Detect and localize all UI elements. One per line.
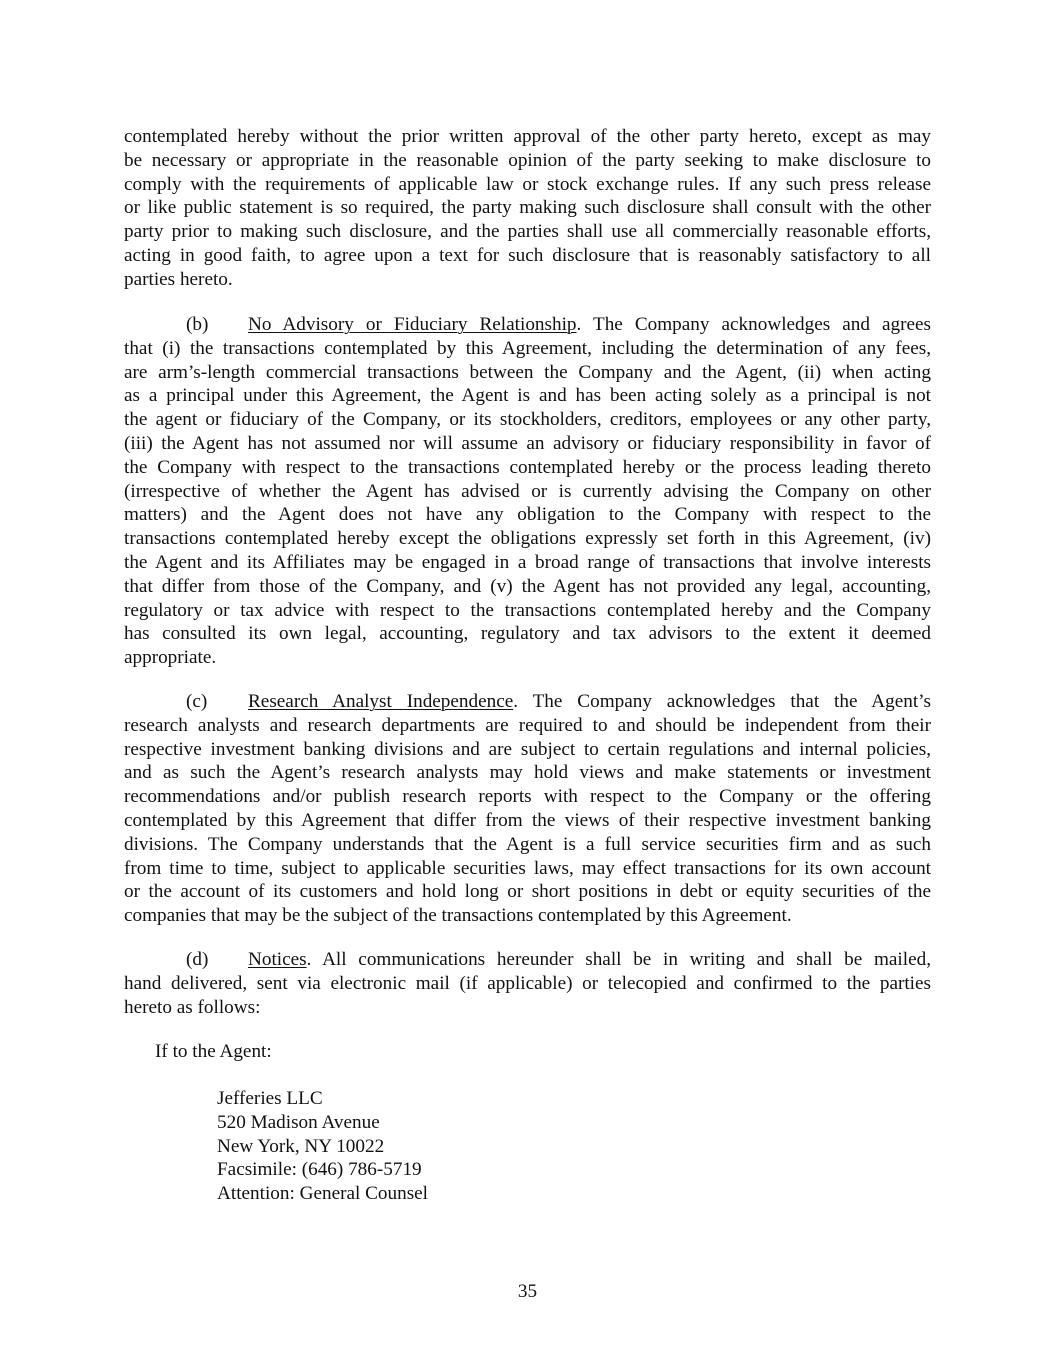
paragraph-line: contemplated hereby without the prior written approval of the other party hereto, except as may <box>124 126 931 147</box>
paragraph-line: the agent or fiduciary of the Company, or its stockholders, creditors, employees or any other party, <box>124 409 931 431</box>
paragraph-line: transactions contemplated hereby except the obligations expressly set forth in this Agreement, (iv) <box>124 528 931 550</box>
paragraph-line: the Company with respect to the transactions contemplated hereby or the process leading thereto <box>124 456 931 478</box>
section-b-no-advisory <box>124 313 931 670</box>
paragraph-line: or the account of its customers and hold long or short positions in debt or equity securities of the <box>124 881 931 903</box>
paragraph-line: that differ from those of the Company, and (v) the Agent has not provided any legal, accounting, <box>124 575 931 597</box>
section-heading: No Advisory or Fiduciary Relationship <box>248 314 577 335</box>
section-heading: Notices <box>248 949 307 970</box>
section-c-research-analyst <box>124 690 931 928</box>
paragraph-line: divisions. The Company understands that the Agent is a full service securities firm and as such <box>124 833 931 855</box>
address-company: Jefferies LLC <box>217 1088 323 1109</box>
section-first-line-text: . The Company acknowledges and agrees <box>576 314 931 335</box>
address-facsimile: Facsimile: (646) 786-5719 <box>217 1159 422 1181</box>
paragraph-line: party prior to making such disclosure, and the parties shall use all commercially reasonable efforts, <box>124 221 931 243</box>
agent-address-block <box>217 1087 428 1206</box>
paragraph-line: are arm’s-length commercial transactions between the Company and the Agent, (ii) when acting <box>124 361 931 383</box>
paragraph-line: research analysts and research departments are required to and should be independent from their <box>124 714 931 736</box>
paragraph-line: contemplated by this Agreement that differ from the views of their respective investment banking <box>124 809 931 831</box>
paragraph-line: parties hereto. <box>124 268 233 290</box>
section-first-line-text: . The Company acknowledges that the Agent’s <box>513 691 931 712</box>
section-heading-line <box>124 313 931 337</box>
paragraph-line: from time to time, subject to applicable securities laws, may effect transactions for its own account <box>124 857 931 879</box>
section-d-notices <box>124 948 931 1019</box>
intro-paragraph <box>124 125 931 292</box>
section-first-line-text: . All communications hereunder shall be in writing and shall be mailed, <box>306 949 931 970</box>
section-heading-line <box>124 948 931 972</box>
section-heading: Research Analyst Independence <box>248 691 514 712</box>
agent-notice-label: If to the Agent: <box>155 1041 272 1062</box>
paragraph-line: recommendations and/or publish research reports with respect to the Company or the offering <box>124 786 931 808</box>
page-number: 35 <box>517 1281 538 1302</box>
paragraph-line: the Agent and its Affiliates may be engaged in a broad range of transactions that involve interests <box>124 551 931 573</box>
address-attention: Attention: General Counsel <box>217 1183 429 1205</box>
paragraph-line: matters) and the Agent does not have any obligation to the Company with respect to the <box>124 504 931 526</box>
paragraph-line: regulatory or tax advice with respect to the transactions contemplated hereby and the Company <box>124 599 931 621</box>
address-street: 520 Madison Avenue <box>217 1111 380 1133</box>
address-city: New York, NY 10022 <box>217 1135 385 1157</box>
paragraph-line: be necessary or appropriate in the reasonable opinion of the party seeking to make disclosure to <box>124 149 931 171</box>
paragraph-line: comply with the requirements of applicable law or stock exchange rules. If any such press release <box>124 173 931 195</box>
paragraph-line: acting in good faith, to agree upon a text for such disclosure that is reasonably satisfactory to all <box>124 244 931 266</box>
section-heading-line <box>124 690 931 714</box>
paragraph-line: (irrespective of whether the Agent has advised or is currently advising the Company on other <box>124 480 931 502</box>
paragraph-line: appropriate. <box>124 647 217 669</box>
paragraph-line: or like public statement is so required, the party making such disclosure shall consult with the other <box>124 197 931 219</box>
paragraph-line: hereto as follows: <box>124 996 261 1018</box>
section-label: (d) <box>186 949 209 970</box>
paragraph-line: respective investment banking divisions and are subject to certain regulations and internal policies, <box>124 738 931 760</box>
paragraph-line: and as such the Agent’s research analysts may hold views and make statements or investment <box>124 762 931 784</box>
paragraph-line: has consulted its own legal, accounting, regulatory and tax advisors to the extent it deemed <box>124 623 931 645</box>
paragraph-line: that (i) the transactions contemplated by this Agreement, including the determination of any fees, <box>124 337 931 359</box>
paragraph-line: as a principal under this Agreement, the Agent is and has been acting solely as a principal is not <box>124 385 931 407</box>
paragraph-line: companies that may be the subject of the transactions contemplated by this Agreement. <box>124 905 792 927</box>
section-label: (b) <box>186 314 209 335</box>
section-label: (c) <box>186 691 208 712</box>
paragraph-line: hand delivered, sent via electronic mail (if applicable) or telecopied and confirmed to the parties <box>124 972 931 994</box>
paragraph-line: (iii) the Agent has not assumed nor will assume an advisory or fiduciary responsibility in favor of <box>124 432 931 454</box>
